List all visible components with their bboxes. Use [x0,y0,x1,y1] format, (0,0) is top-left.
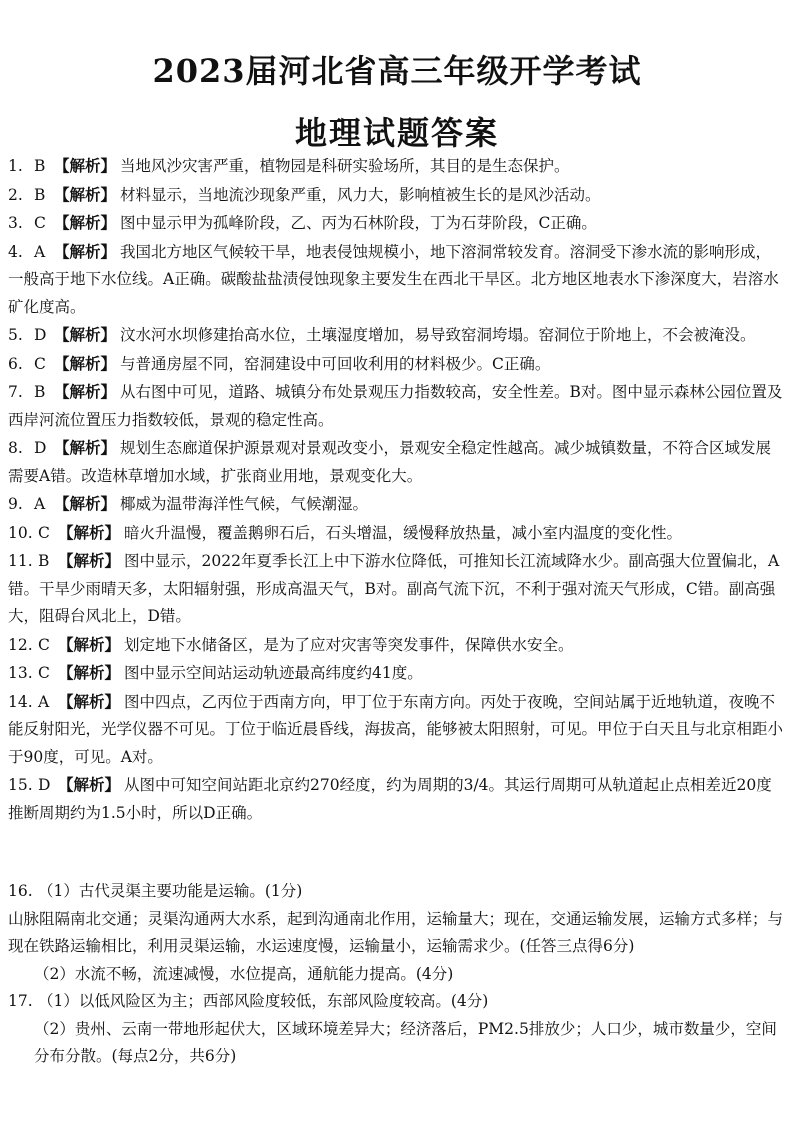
question-number: 12. [8,635,33,654]
analysis-tag: 【解析】 [54,184,117,204]
analysis-tag: 【解析】 [58,691,121,711]
answer-item [8,659,786,688]
question-number: 13. [8,664,33,682]
analysis-tag: 【解析】 [54,494,117,513]
question-number: 1. [8,157,23,175]
question-number: 4. [8,242,23,261]
answer-letter: A [34,495,46,513]
answer-item [8,771,786,827]
question-number: 5. [8,326,23,344]
analysis-tag: 【解析】 [54,156,117,175]
analysis-text: 我国北方地区气候较干旱，地表侵蚀规模小，地下溶洞常较发育。溶洞受下渗水流的影响形成，一般高于地下水位线。A正确。碳酸盐盐渍侵蚀现象主要发生在西北干旱区。北方地区地表水下渗深度大，岩溶水矿化度高。 [8,242,779,316]
analysis-tag: 【解析】 [58,522,121,542]
question-number: 3. [8,214,23,232]
analysis-tag: 【解析】 [54,382,117,401]
answer-letter: B [34,185,46,204]
exam-title: 2023届河北省高三年级开学考试 [152,52,642,90]
answer-letter: B [34,157,46,175]
analysis-text: 划定地下水储备区，是为了应对灾害等突发事件，保障供水安全。 [124,635,574,654]
analysis-text: 规划生态廊道保护源景观对景观改变小，景观安全稳定性越高。减少城镇数量，不符合区域发展需要A错。改造林草增加水域，扩张商业用地，景观变化大。 [8,439,772,485]
answer-item [8,378,786,434]
answer-item [8,490,786,519]
q16-part2: （2）水流不畅，流速减慢，水位提高，通航能力提高。(4分) [34,964,454,983]
analysis-text: 汶水河水坝修建抬高水位，土壤湿度增加，易导致窑洞垮塌。窑洞位于阶地上，不会被淹没。 [120,326,756,344]
answer-letter: B [38,552,50,570]
answer-item [8,547,786,631]
analysis-text: 从图中可知空间站距北京约270经度，约为周期的3/4。其运行周期可从轨道起止点相差近20度推断周期约为1.5小时，所以D正确。 [8,776,772,822]
analysis-tag: 【解析】 [54,438,117,457]
analysis-text: 图中四点，乙丙位于西南方向，甲丁位于东南方向。丙处于夜晚，空间站属于近地轨道，夜晚不能反射阳光，光学仪器不可见。丁位于临近晨昏线，海拔高，能够被太阳照射，可见。甲位于白天且与北京相距小于90度，可见。A对。 [8,692,784,766]
answer-item [8,152,786,181]
answer-item [8,238,786,322]
answer-item [8,519,786,548]
open-questions [8,878,786,1071]
answer-letter: C [38,635,50,654]
q16-part1-body: 山脉阻隔南北交通；灵渠沟通两大水系，起到沟通南北作用，运输量大；现在，交通运输发展，运输方式多样；与现在铁路运输相比，利用灵渠运输，水运速度慢，运输量小，运输需求少。(任答三点得6分) [8,909,784,955]
answer-letter: D [34,439,47,457]
answer-letter: C [38,664,50,682]
answer-item [8,181,786,210]
analysis-tag: 【解析】 [54,325,117,344]
question-number: 9. [8,495,23,513]
answer-letter: A [34,242,46,261]
question-number: 7. [8,383,23,401]
answer-letter: A [38,692,50,711]
exam-subtitle: 地理试题答案 [294,114,499,152]
analysis-tag: 【解析】 [54,353,117,373]
answer-letter: C [34,214,46,232]
answer-letter: C [34,354,46,373]
answer-item [8,631,786,660]
question-number: 14. [8,692,33,711]
answer-letter: D [34,326,47,344]
analysis-text: 从右图中可见，道路、城镇分布处景观压力指数较高，安全性差。B对。图中显示森林公园位置及西岸河流位置压力指数较低，景观的稳定性高。 [8,383,783,429]
analysis-text: 图中显示甲为孤峰阶段，乙、丙为石林阶段，丁为石芽阶段，C正确。 [120,214,597,232]
answer-letter: C [38,523,50,542]
analysis-tag: 【解析】 [54,241,117,261]
question-number: 17. [8,992,33,1010]
analysis-text: 与普通房屋不同，窑洞建设中可回收利用的材料极少。C正确。 [120,354,551,373]
answer-item [8,209,786,238]
analysis-tag: 【解析】 [58,775,121,794]
question-number: 2. [8,185,23,204]
answer-item [8,688,786,772]
analysis-text: 图中显示，2022年夏季长江上中下游水位降低，可推知长江流域降水少。副高强大位置偏北，A错。干旱少雨晴天多，太阳辐射强，形成高温天气，B对。副高气流下沉，不利于强对流天气形成，C错。副高强大，阻碍台风北上，D错。 [8,552,780,625]
q17-part2: （2）贵州、云南一带地形起伏大，区域环境差异大；经济落后，PM2.5排放少；人口少，城市数量少，空间分布分散。(每点2分，共6分) [34,1019,777,1065]
question-number: 8. [8,439,23,457]
answer-letter: D [38,776,51,794]
question-number: 10. [8,523,33,542]
analysis-text: 暗火升温慢，覆盖鹅卵石后，石头增温，缓慢释放热量，减小室内温度的变化性。 [124,523,683,542]
analysis-text: 图中显示空间站运动轨迹最高纬度约41度。 [124,664,423,682]
answer-letter: B [34,383,46,401]
answer-item [8,321,786,350]
analysis-text: 当地风沙灾害严重，植物园是科研实验场所，其目的是生态保护。 [120,157,570,175]
analysis-text: 椰威为温带海洋性气候，气候潮湿。 [120,495,369,513]
question-17 [8,988,786,1071]
analysis-tag: 【解析】 [58,663,121,682]
q16-part1: （1）古代灵渠主要功能是运输。(1分) [38,882,303,900]
question-number: 11. [8,552,33,570]
question-number: 6. [8,354,23,373]
question-16 [8,878,786,988]
analysis-tag: 【解析】 [58,634,121,654]
answer-item [8,350,786,379]
q17-part1: （1）以低风险区为主；西部风险度较低，东部风险度较高。(4分) [38,992,489,1010]
answer-item [8,434,786,490]
question-number: 15. [8,776,33,794]
analysis-tag: 【解析】 [58,551,121,570]
answer-list [8,152,786,827]
analysis-tag: 【解析】 [54,213,117,232]
analysis-text: 材料显示，当地流沙现象严重，风力大，影响植被生长的是风沙活动。 [120,185,601,204]
question-number: 16. [8,882,33,900]
